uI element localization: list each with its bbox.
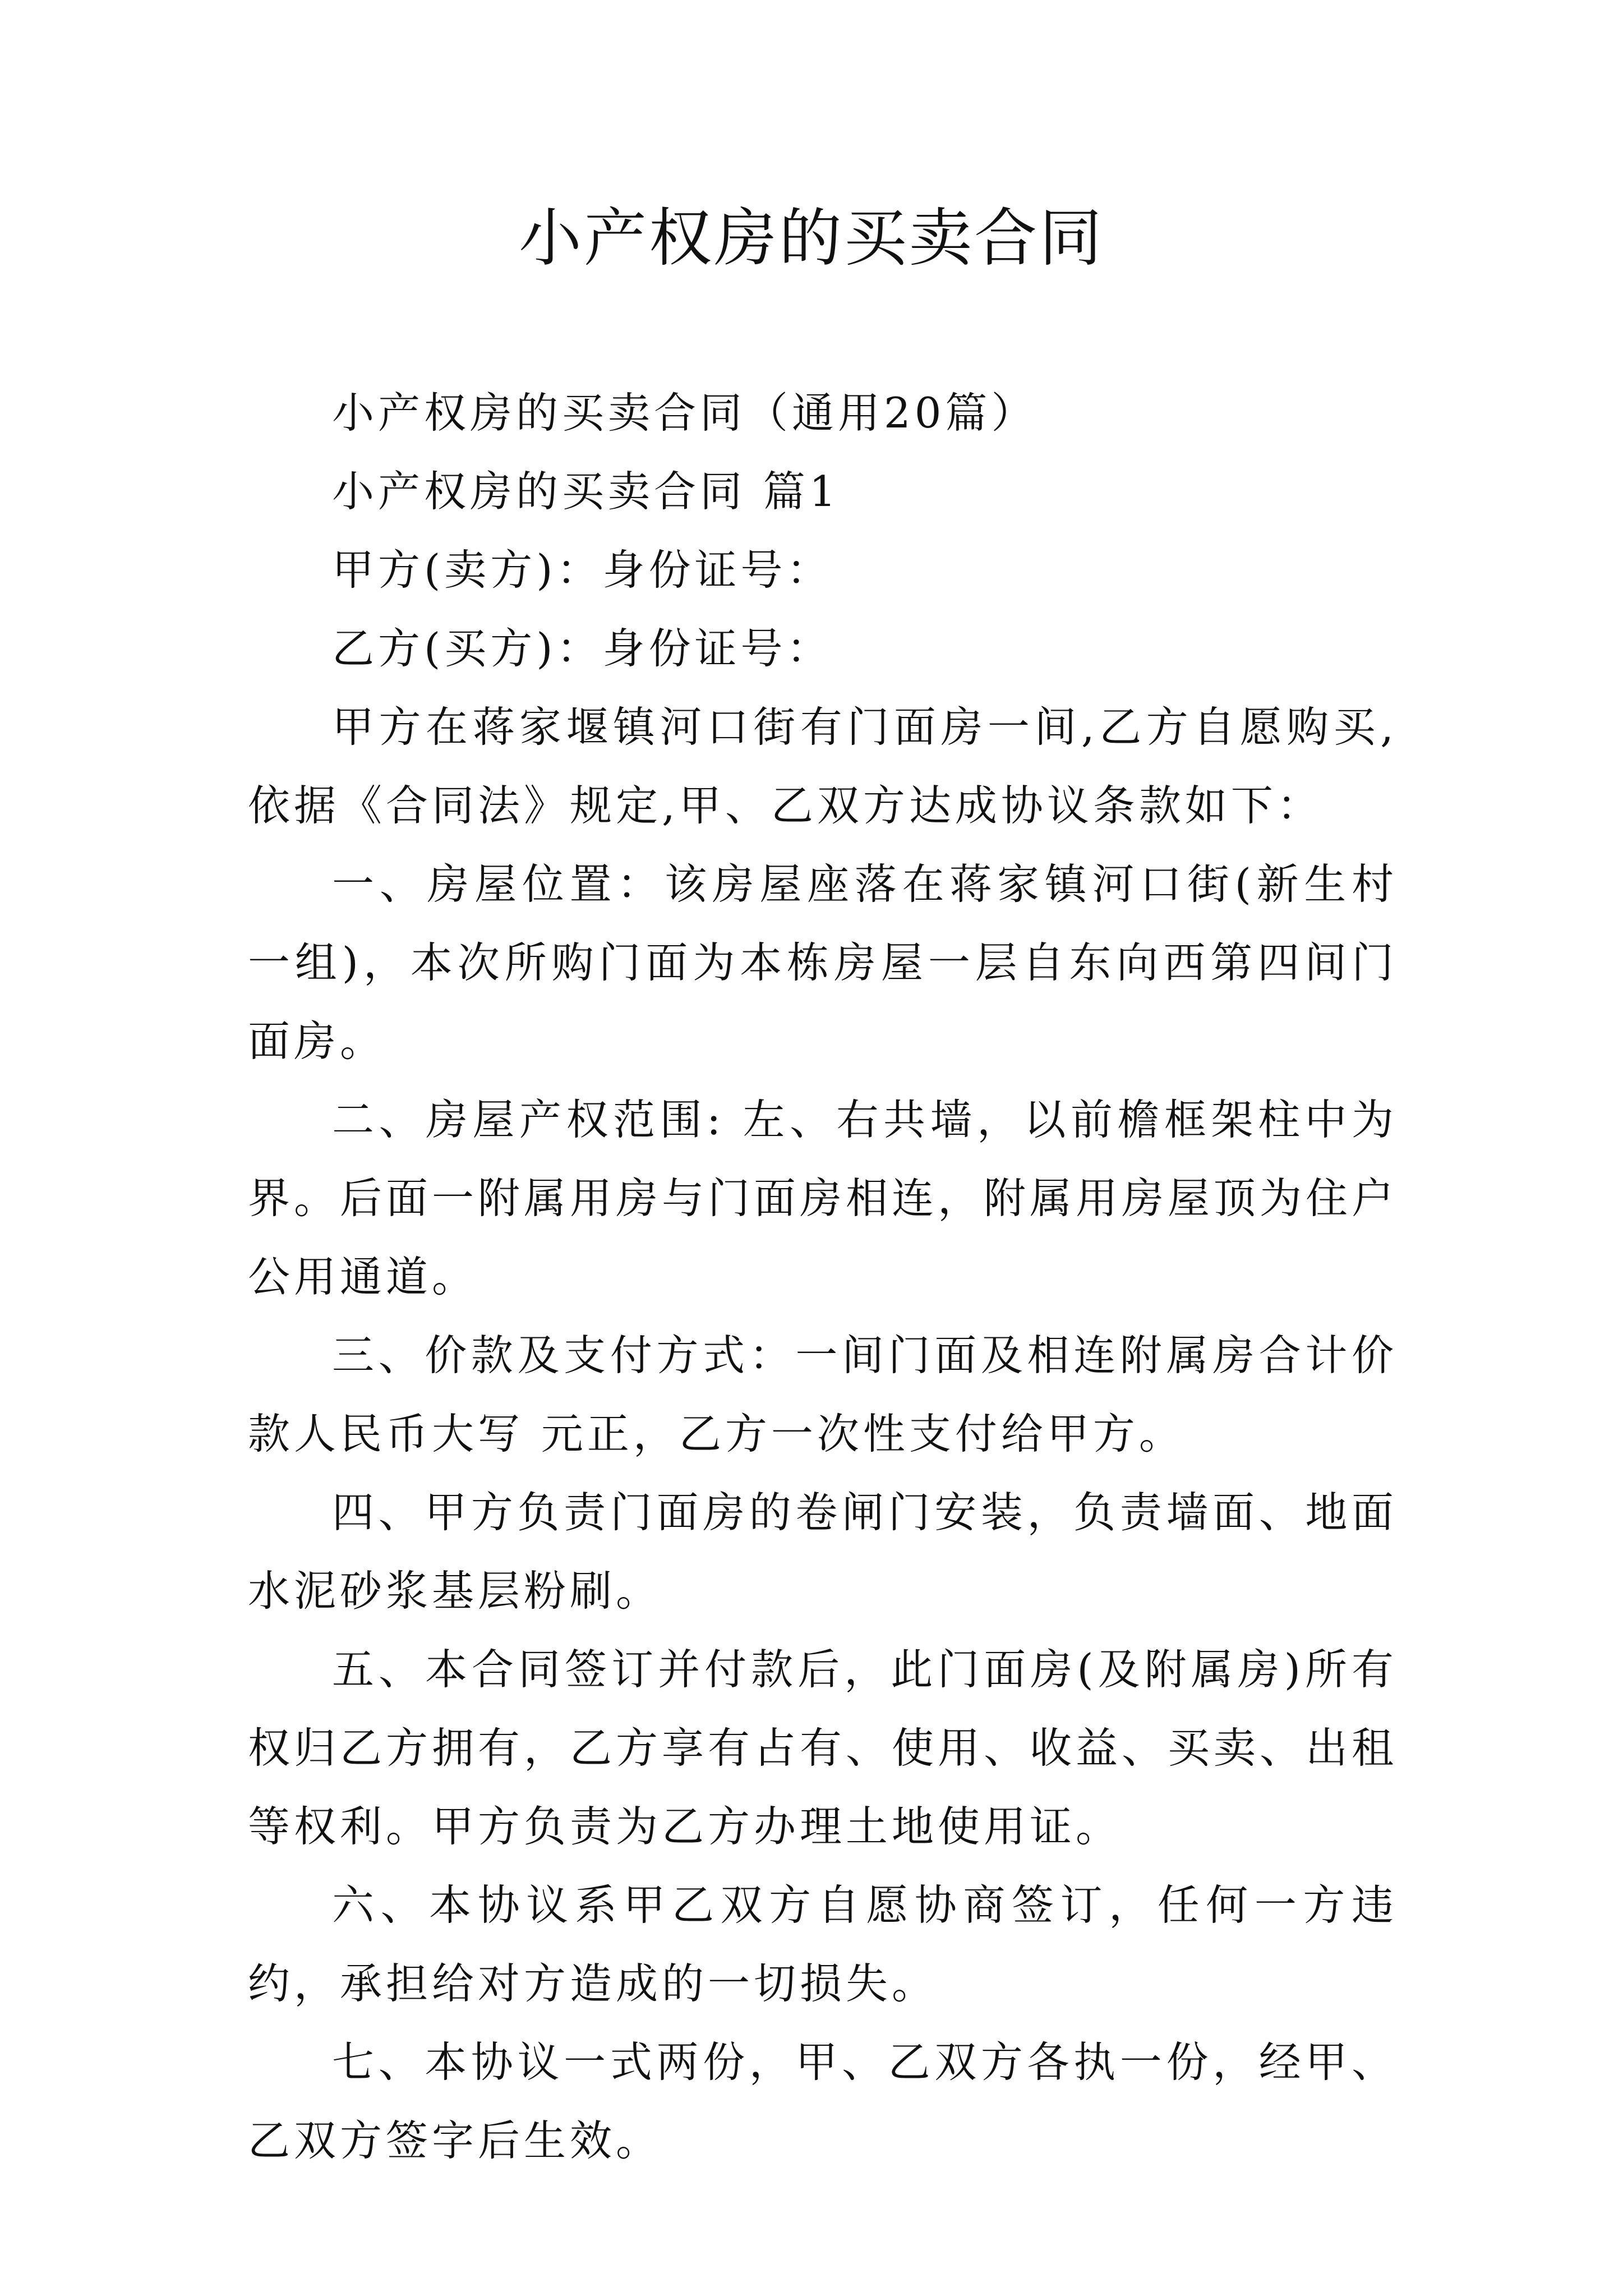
clause-3: 三、价款及支付方式：一间门面及相连附属房合计价款人民币大写 元正，乙方一次性支付给甲方。 — [248, 1331, 1398, 1458]
document-title: 小产权房的买卖合同 — [519, 202, 1104, 275]
party-a-line: 甲方(卖方)：身份证号： — [332, 545, 833, 595]
section-heading: 小产权房的买卖合同 篇1 — [332, 467, 840, 516]
clause-1: 一、房屋位置：该房屋座落在蒋家镇河口街(新生村一组)，本次所购门面为本栋房屋一层自东向西第四间门面房。 — [248, 859, 1398, 1066]
subtitle-paragraph: 小产权房的买卖合同（通用20篇） — [332, 388, 1038, 438]
intro-paragraph: 甲方在蒋家堰镇河口街有门面房一间,乙方自愿购买,依据《合同法》规定,甲、乙双方达成协议条款如下： — [248, 702, 1398, 830]
clause-2: 二、房屋产权范围: 左、右共墙，以前檐框架柱中为界。后面一附属用房与门面房相连，附属用房屋顶为住户公用通道。 — [248, 1095, 1398, 1301]
clause-5: 五、本合同签订并付款后，此门面房(及附属房)所有权归乙方拥有，乙方享有占有、使用、收益、买卖、出租等权利。甲方负责为乙方办理土地使用证。 — [248, 1645, 1398, 1851]
party-b-line: 乙方(买方)：身份证号： — [332, 624, 833, 673]
clause-7: 七、本协议一式两份，甲、乙双方各执一份，经甲、乙双方签字后生效。 — [248, 2037, 1398, 2165]
clause-6: 六、本协议系甲乙双方自愿协商签订，任何一方违约，承担给对方造成的一切损失。 — [248, 1880, 1398, 2008]
document-body — [248, 374, 1398, 2180]
clause-4: 四、甲方负责门面房的卷闸门安装，负责墙面、地面水泥砂浆基层粉刷。 — [248, 1488, 1398, 1616]
